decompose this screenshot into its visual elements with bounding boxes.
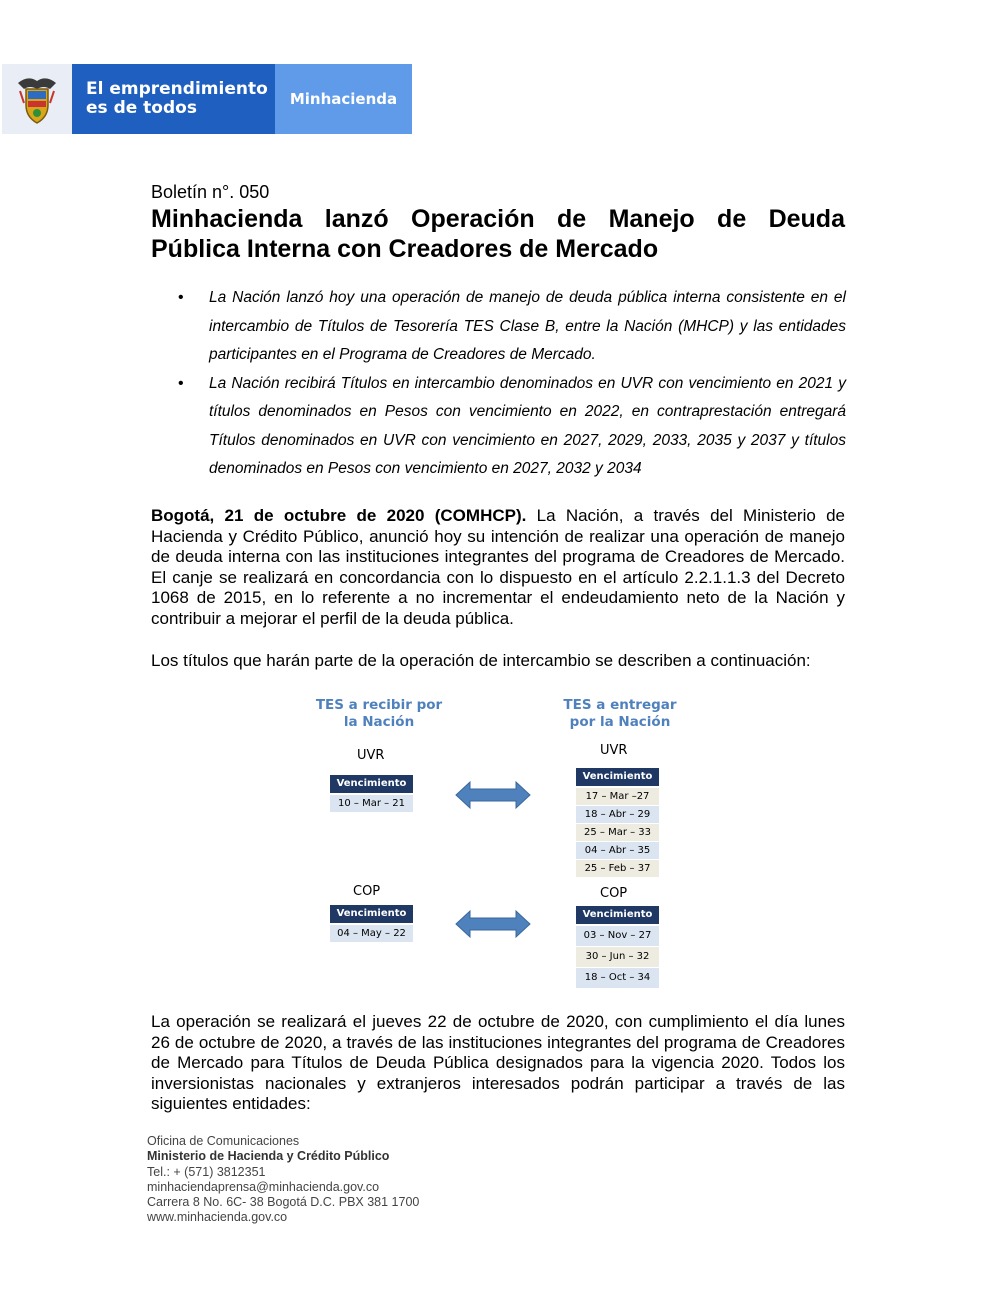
footer-address: Carrera 8 No. 6C- 38 Bogotá D.C. PBX 381 1700 xyxy=(147,1195,420,1210)
double-arrow-icon xyxy=(455,780,531,810)
title-line1: Minhacienda lanzó Operación de Manejo de Deuda xyxy=(151,205,845,233)
right-uvr-table xyxy=(576,768,659,878)
table-row: 10 – Mar – 21 xyxy=(330,795,413,812)
title-line2: Pública Interna con Creadores de Mercado xyxy=(151,235,659,263)
table-row: 25 – Feb – 37 xyxy=(576,860,659,877)
bulletin-number: Boletín n°. 050 xyxy=(151,182,270,202)
right-heading-line2: por la Nación xyxy=(569,714,671,730)
footer-ministry: Ministerio de Hacienda y Crédito Público xyxy=(147,1149,390,1164)
list-item: • La Nación lanzó hoy una operación de manejo de deuda pública interna consistente en el intercambio de Títulos de Tesorería TES Clase B, entre la Nación (MHCP) y las entidades participantes en el Programa de Creadores de Mercado. xyxy=(160,284,846,370)
right-heading-line1: TES a entregar xyxy=(563,697,677,713)
table-header: Vencimiento xyxy=(330,775,413,793)
table-header: Vencimiento xyxy=(576,906,659,924)
table-header: Vencimiento xyxy=(330,905,413,923)
left-cop-label: COP xyxy=(353,884,381,899)
operation-paragraph: La operación se realizará el jueves 22 de octubre de 2020, con cumplimiento el día lunes 26 de octubre de 2020, a través de las instituciones integrantes del programa de Creadores de Mercado para Títulos de Deuda Pública designados para la vigencia 2020. Todos los inversionistas nacionales y extranjeros interesados podrán participar a través de las siguientes entidades: xyxy=(151,1012,845,1114)
diagram-intro: Los títulos que harán parte de la operación de intercambio se describen a continuación: xyxy=(151,651,811,670)
header-logo xyxy=(2,64,412,134)
intro-paragraph xyxy=(151,506,845,630)
dateline: Bogotá, 21 de octubre de 2020 (COMHCP). xyxy=(151,506,527,525)
left-cop-table xyxy=(330,905,413,943)
table-row: 30 – Jun – 32 xyxy=(576,947,659,967)
footer-tel: Tel.: + (571) 3812351 xyxy=(147,1164,266,1179)
table-row: 17 – Mar –27 xyxy=(576,788,659,805)
footer-office: Oficina de Comunicaciones xyxy=(147,1134,300,1148)
intro-text: La Nación, a través del Ministerio de Hacienda y Crédito Público, anunció hoy su intención de realizar una operación de manejo de deuda interna con las instituciones integrantes del programa de Creadores de Mercado. El canje se realizará en concordancia con lo dispuesto en el artículo 2.2.1.1.3 del Decreto 1068 de 2015, en lo referente a no incrementar el endeudamiento neto de la Nación y contribuir a mejorar el perfil de la deuda pública. xyxy=(151,506,845,628)
slogan-line1: El emprendimiento xyxy=(86,79,268,99)
table-row: 04 – May – 22 xyxy=(330,925,413,942)
table-header: Vencimiento xyxy=(576,768,659,786)
table-row: 18 – Oct – 34 xyxy=(576,968,659,988)
page-title xyxy=(151,204,845,264)
left-heading-line2: la Nación xyxy=(343,714,415,730)
double-arrow-icon xyxy=(455,909,531,939)
list-item: • La Nación recibirá Títulos en intercambio denominados en UVR con vencimiento en 2021 y títulos denominados en Pesos con vencimiento en 2022, en contraprestación entregará Títulos denominados en UVR con vencimiento en 2027, 2029, 2033, 2035 y 2037 y títulos denominados en Pesos con vencimiento en 2027, 2032 y 2034 xyxy=(160,370,846,484)
slogan-line2: es de todos xyxy=(86,98,197,118)
table-row: 03 – Nov – 27 xyxy=(576,926,659,946)
right-cop-label: COP xyxy=(600,886,628,901)
left-uvr-label: UVR xyxy=(357,748,385,763)
footer-email[interactable]: minhaciendaprensa@minhacienda.gov.co xyxy=(147,1179,380,1194)
right-uvr-label: UVR xyxy=(600,743,628,758)
table-row: 04 – Abr – 35 xyxy=(576,842,659,859)
right-cop-table xyxy=(576,906,659,989)
table-row: 25 – Mar – 33 xyxy=(576,824,659,841)
left-uvr-table xyxy=(330,775,413,813)
coat-of-arms-icon xyxy=(2,64,72,134)
left-heading xyxy=(314,697,444,731)
left-heading-line1: TES a recibir por xyxy=(315,697,443,713)
slogan xyxy=(72,64,275,134)
table-row: 18 – Abr – 29 xyxy=(576,806,659,823)
brand-name: Minhacienda xyxy=(275,64,412,134)
footer-website[interactable]: www.minhacienda.gov.co xyxy=(147,1210,288,1225)
footer xyxy=(147,1134,419,1226)
right-heading xyxy=(555,697,685,731)
highlights-list xyxy=(160,284,846,484)
